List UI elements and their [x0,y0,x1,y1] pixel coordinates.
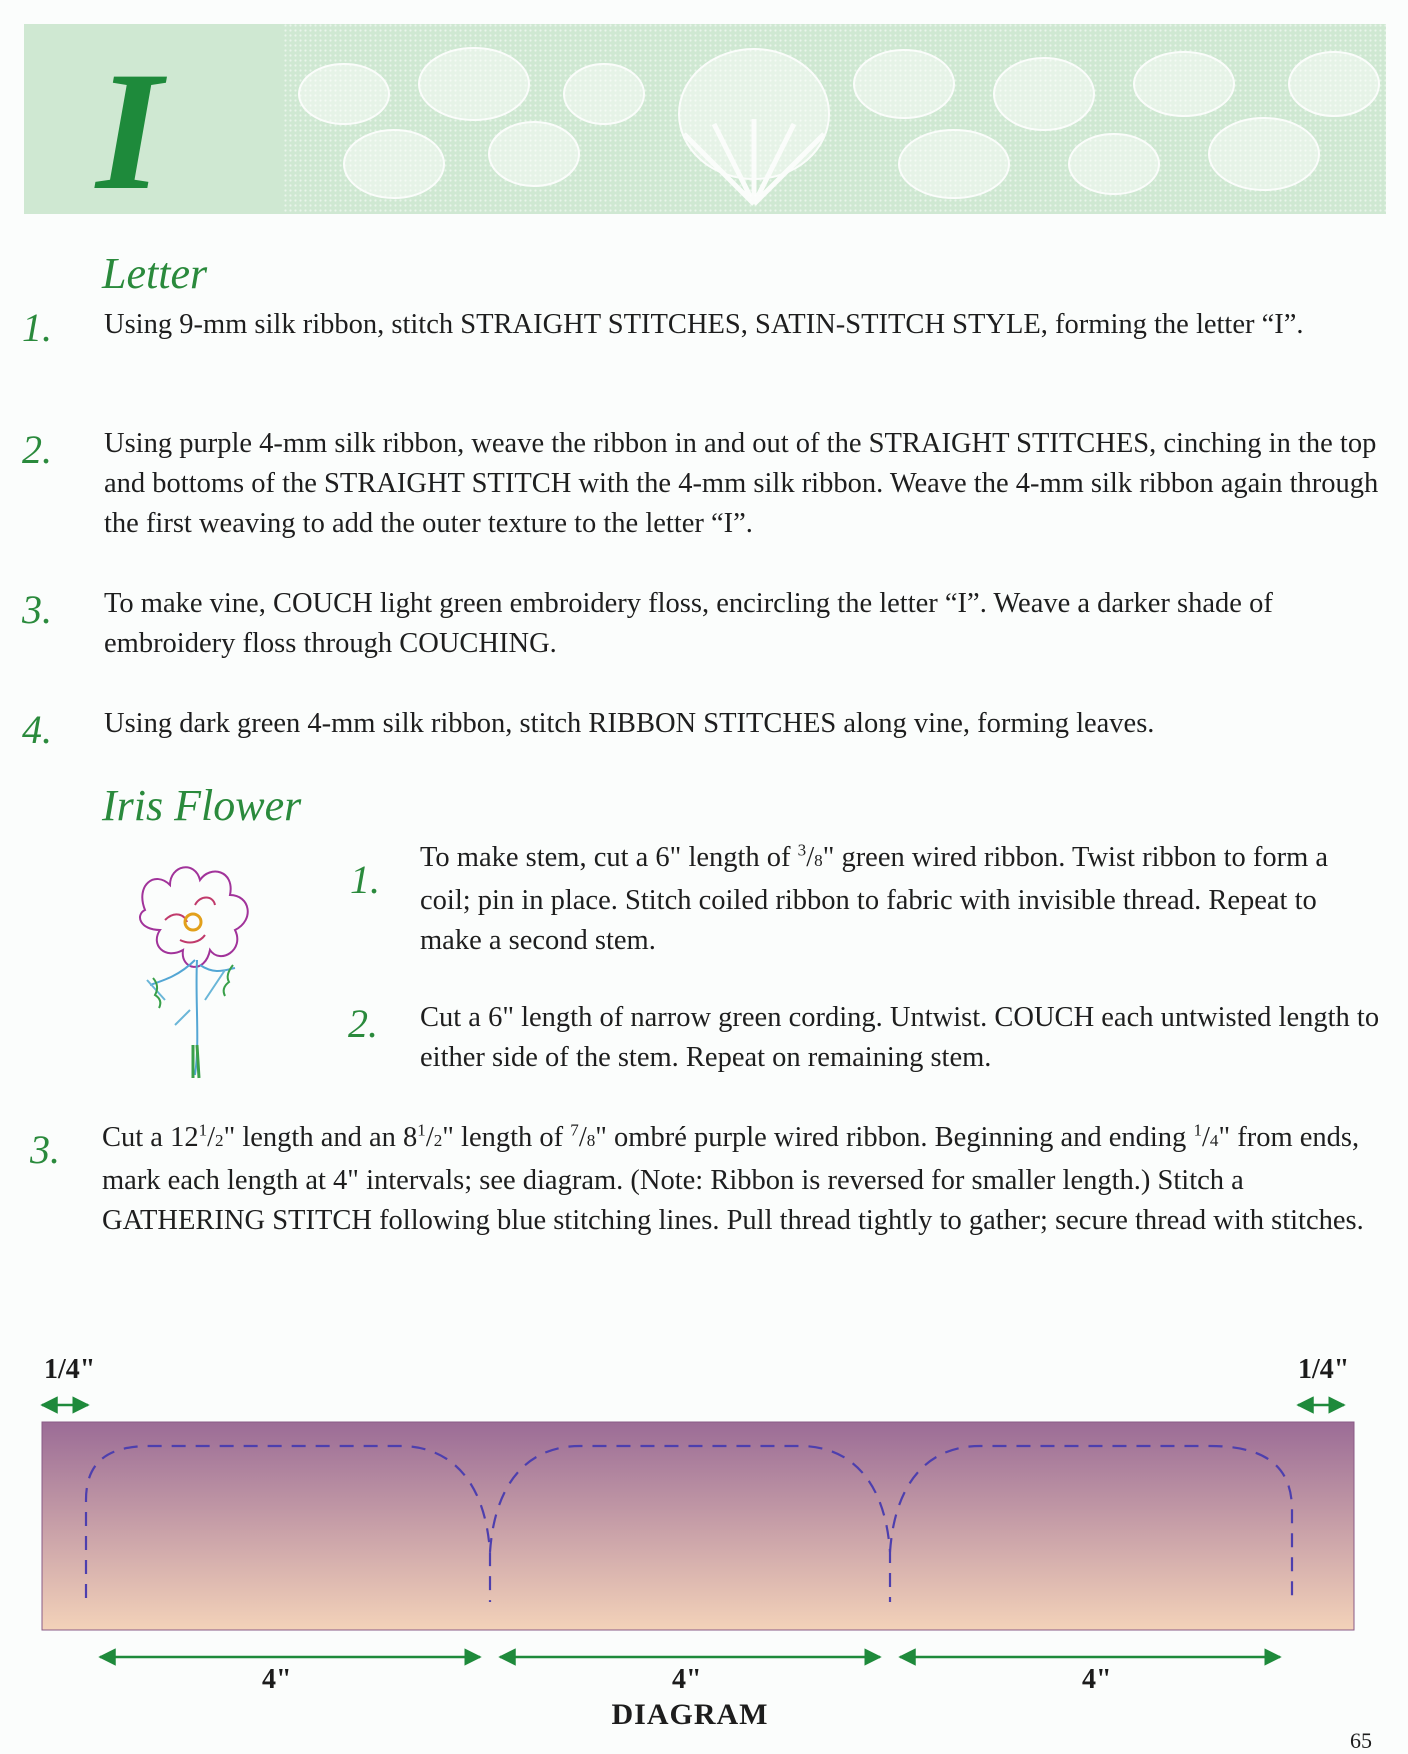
step-text: To make stem, cut a 6" length of $^3$/8" green wired ribbon. Twist ribbon to form a coil; pin in place. Stitch coiled ribbon to fabric with invisible thread. Repeat to make a second stem. [420,840,1329,956]
step-number: 1. [350,857,380,902]
interval-label: 4" [1082,1664,1112,1690]
interval-label: 4" [672,1664,702,1690]
step-number: 3. [30,1127,60,1172]
ribbon-strip [42,1422,1354,1630]
step-number: 2. [348,1001,378,1046]
step-number: 3. [22,587,52,632]
step-text-part: To make stem, cut a 6" length of [420,842,798,873]
iris-flower-illustration [125,850,275,1080]
drop-cap-letter: I [96,37,163,225]
floral-border-illustration [284,24,1386,214]
end-margin-right-label: 1/4" [1298,1354,1350,1385]
fraction-numerator: 3 [797,840,807,860]
step-text-part: " green wired ribbon. Twist ribbon to form a coil; pin in place. Stitch coiled ribbon to fabric with invisible thread. Repeat to make a second stem. [420,842,1329,956]
end-margin-left-label: 1/4" [44,1354,96,1385]
fraction-denominator: 8 [814,851,823,870]
section-title-letter: Letter [102,249,208,298]
step-text: Using dark green 4-mm silk ribbon, stitch RIBBON STITCHES along vine, forming leaves. [104,708,1155,739]
ribbon-diagram [0,1340,1408,1690]
step-text: Using 9-mm silk ribbon, stitch STRAIGHT STITCHES, SATIN-STITCH STYLE, forming the letter “I”. [104,309,1304,340]
step-number: 4. [22,707,52,752]
section-title-iris-flower: Iris Flower [102,781,302,830]
step-text-part: Cut a 12 [102,1122,199,1153]
step-text: Cut a $12^1/2$" length and an $8^1/2$" length of $^7$/8" ombré purple wired ribbon. Beginning and ending $^1$/4" from ends, mark each length at 4" intervals; see diagram. (Note: Ribbon is reversed for smaller length.) Stitch a GATHERING STITCH following blue stitching lines. Pull thread tightly to gather; secure thread with stitches. [102,1120,1364,1236]
step-number: 2. [22,427,52,472]
drop-cap-box [24,24,284,225]
step-text: Cut a 6" length of narrow green cording. Untwist. COUCH each untwisted length to either side of the stem. Repeat on remaining stem. [420,1002,1380,1073]
step-text: Using purple 4-mm silk ribbon, weave the ribbon in and out of the STRAIGHT STITCHES, cinching in the top and bottoms of the STRAIGHT STITCH with the 4-mm silk ribbon. Weave the 4-mm silk ribbon again through the first weaving to add the outer texture to the letter “I”. [104,428,1379,539]
step-text: To make vine, COUCH light green embroidery floss, encircling the letter “I”. Weave a darker shade of embroidery floss through COUCHING. [104,588,1273,659]
diagram-caption: DIAGRAM [611,1698,769,1731]
interval-label: 4" [262,1664,292,1690]
page-number: 65 [1350,1728,1372,1753]
step-number: 1. [22,305,52,350]
